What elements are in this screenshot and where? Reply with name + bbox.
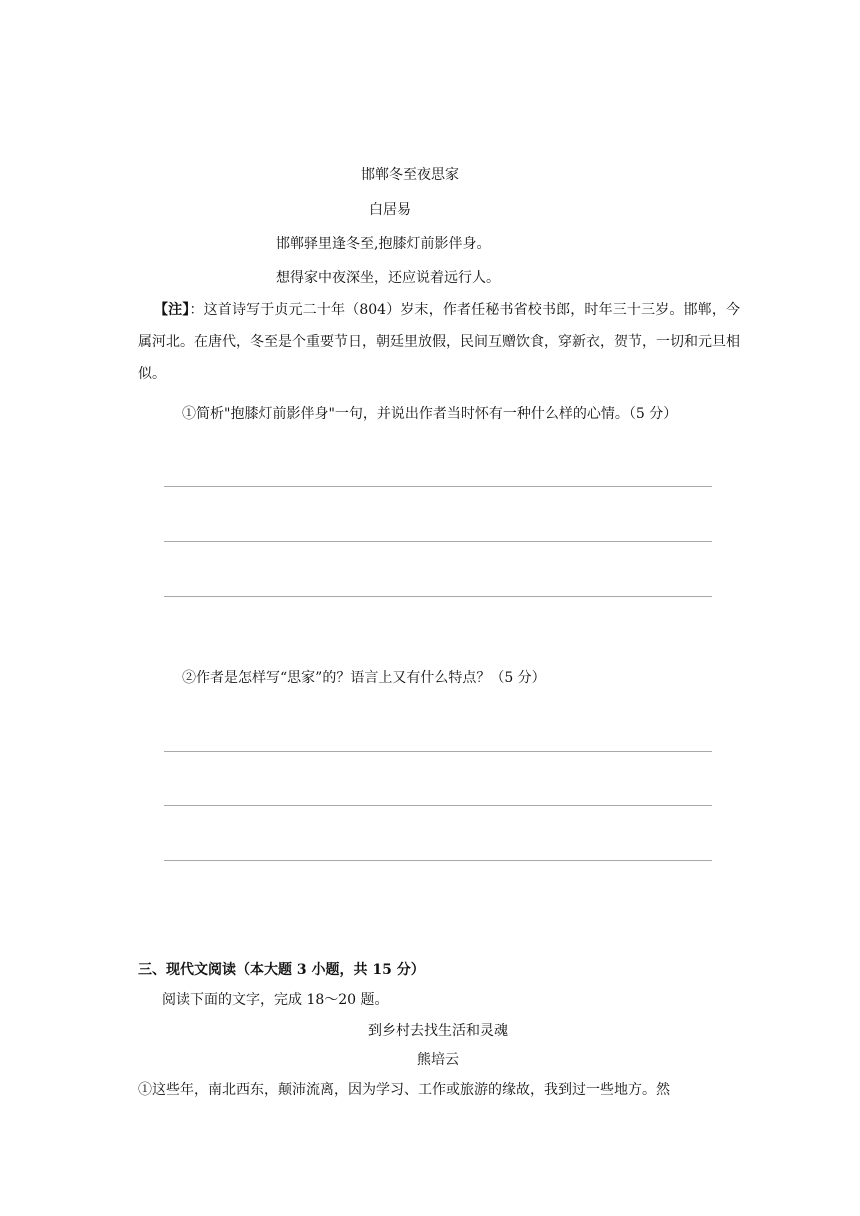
answer-line-q1-3[interactable] xyxy=(164,596,712,597)
poem-line-2: 想得家中夜深坐，还应说着远行人。 xyxy=(276,270,500,286)
answer-line-q2-3[interactable] xyxy=(164,860,712,861)
section-heading: 三、现代文阅读（本大题 3 小题，共 15 分） xyxy=(138,962,425,978)
poem-note xyxy=(138,294,740,390)
answer-line-q2-2[interactable] xyxy=(164,805,712,806)
note-label: 【注】 xyxy=(154,302,190,318)
answer-line-q1-1[interactable] xyxy=(164,486,712,487)
answer-line-q1-2[interactable] xyxy=(164,541,712,542)
poem-title: 邯郸冬至夜思家 xyxy=(361,167,459,183)
poem-author: 白居易 xyxy=(369,202,411,218)
answer-line-q2-1[interactable] xyxy=(164,751,712,752)
poem-line-1: 邯郸驿里逢冬至,抱膝灯前影伴身。 xyxy=(276,236,491,252)
article-title: 到乡村去找生活和灵魂 xyxy=(368,1023,508,1039)
article-author: 熊培云 xyxy=(417,1052,459,1068)
question-1: ①简析"抱膝灯前影伴身"一句，并说出作者当时怀有一种什么样的心情。（5 分） xyxy=(182,406,678,422)
section-instruction: 阅读下面的文字，完成 18～20 题。 xyxy=(162,992,389,1008)
question-2: ②作者是怎样写“思家”的？语言上又有什么特点？（5 分） xyxy=(182,670,546,686)
note-text: ：这首诗写于贞元二十年（804）岁末，作者任秘书省校书郎，时年三十三岁。邯郸，今属河北。在唐代，冬至是个重要节日，朝廷里放假，民间互赠饮食，穿新衣，贺节，一切和元旦相似。 xyxy=(138,302,740,382)
article-paragraph-1: ①这些年，南北西东，颠沛流离，因为学习、工作或旅游的缘故，我到过一些地方。然 xyxy=(138,1082,670,1098)
